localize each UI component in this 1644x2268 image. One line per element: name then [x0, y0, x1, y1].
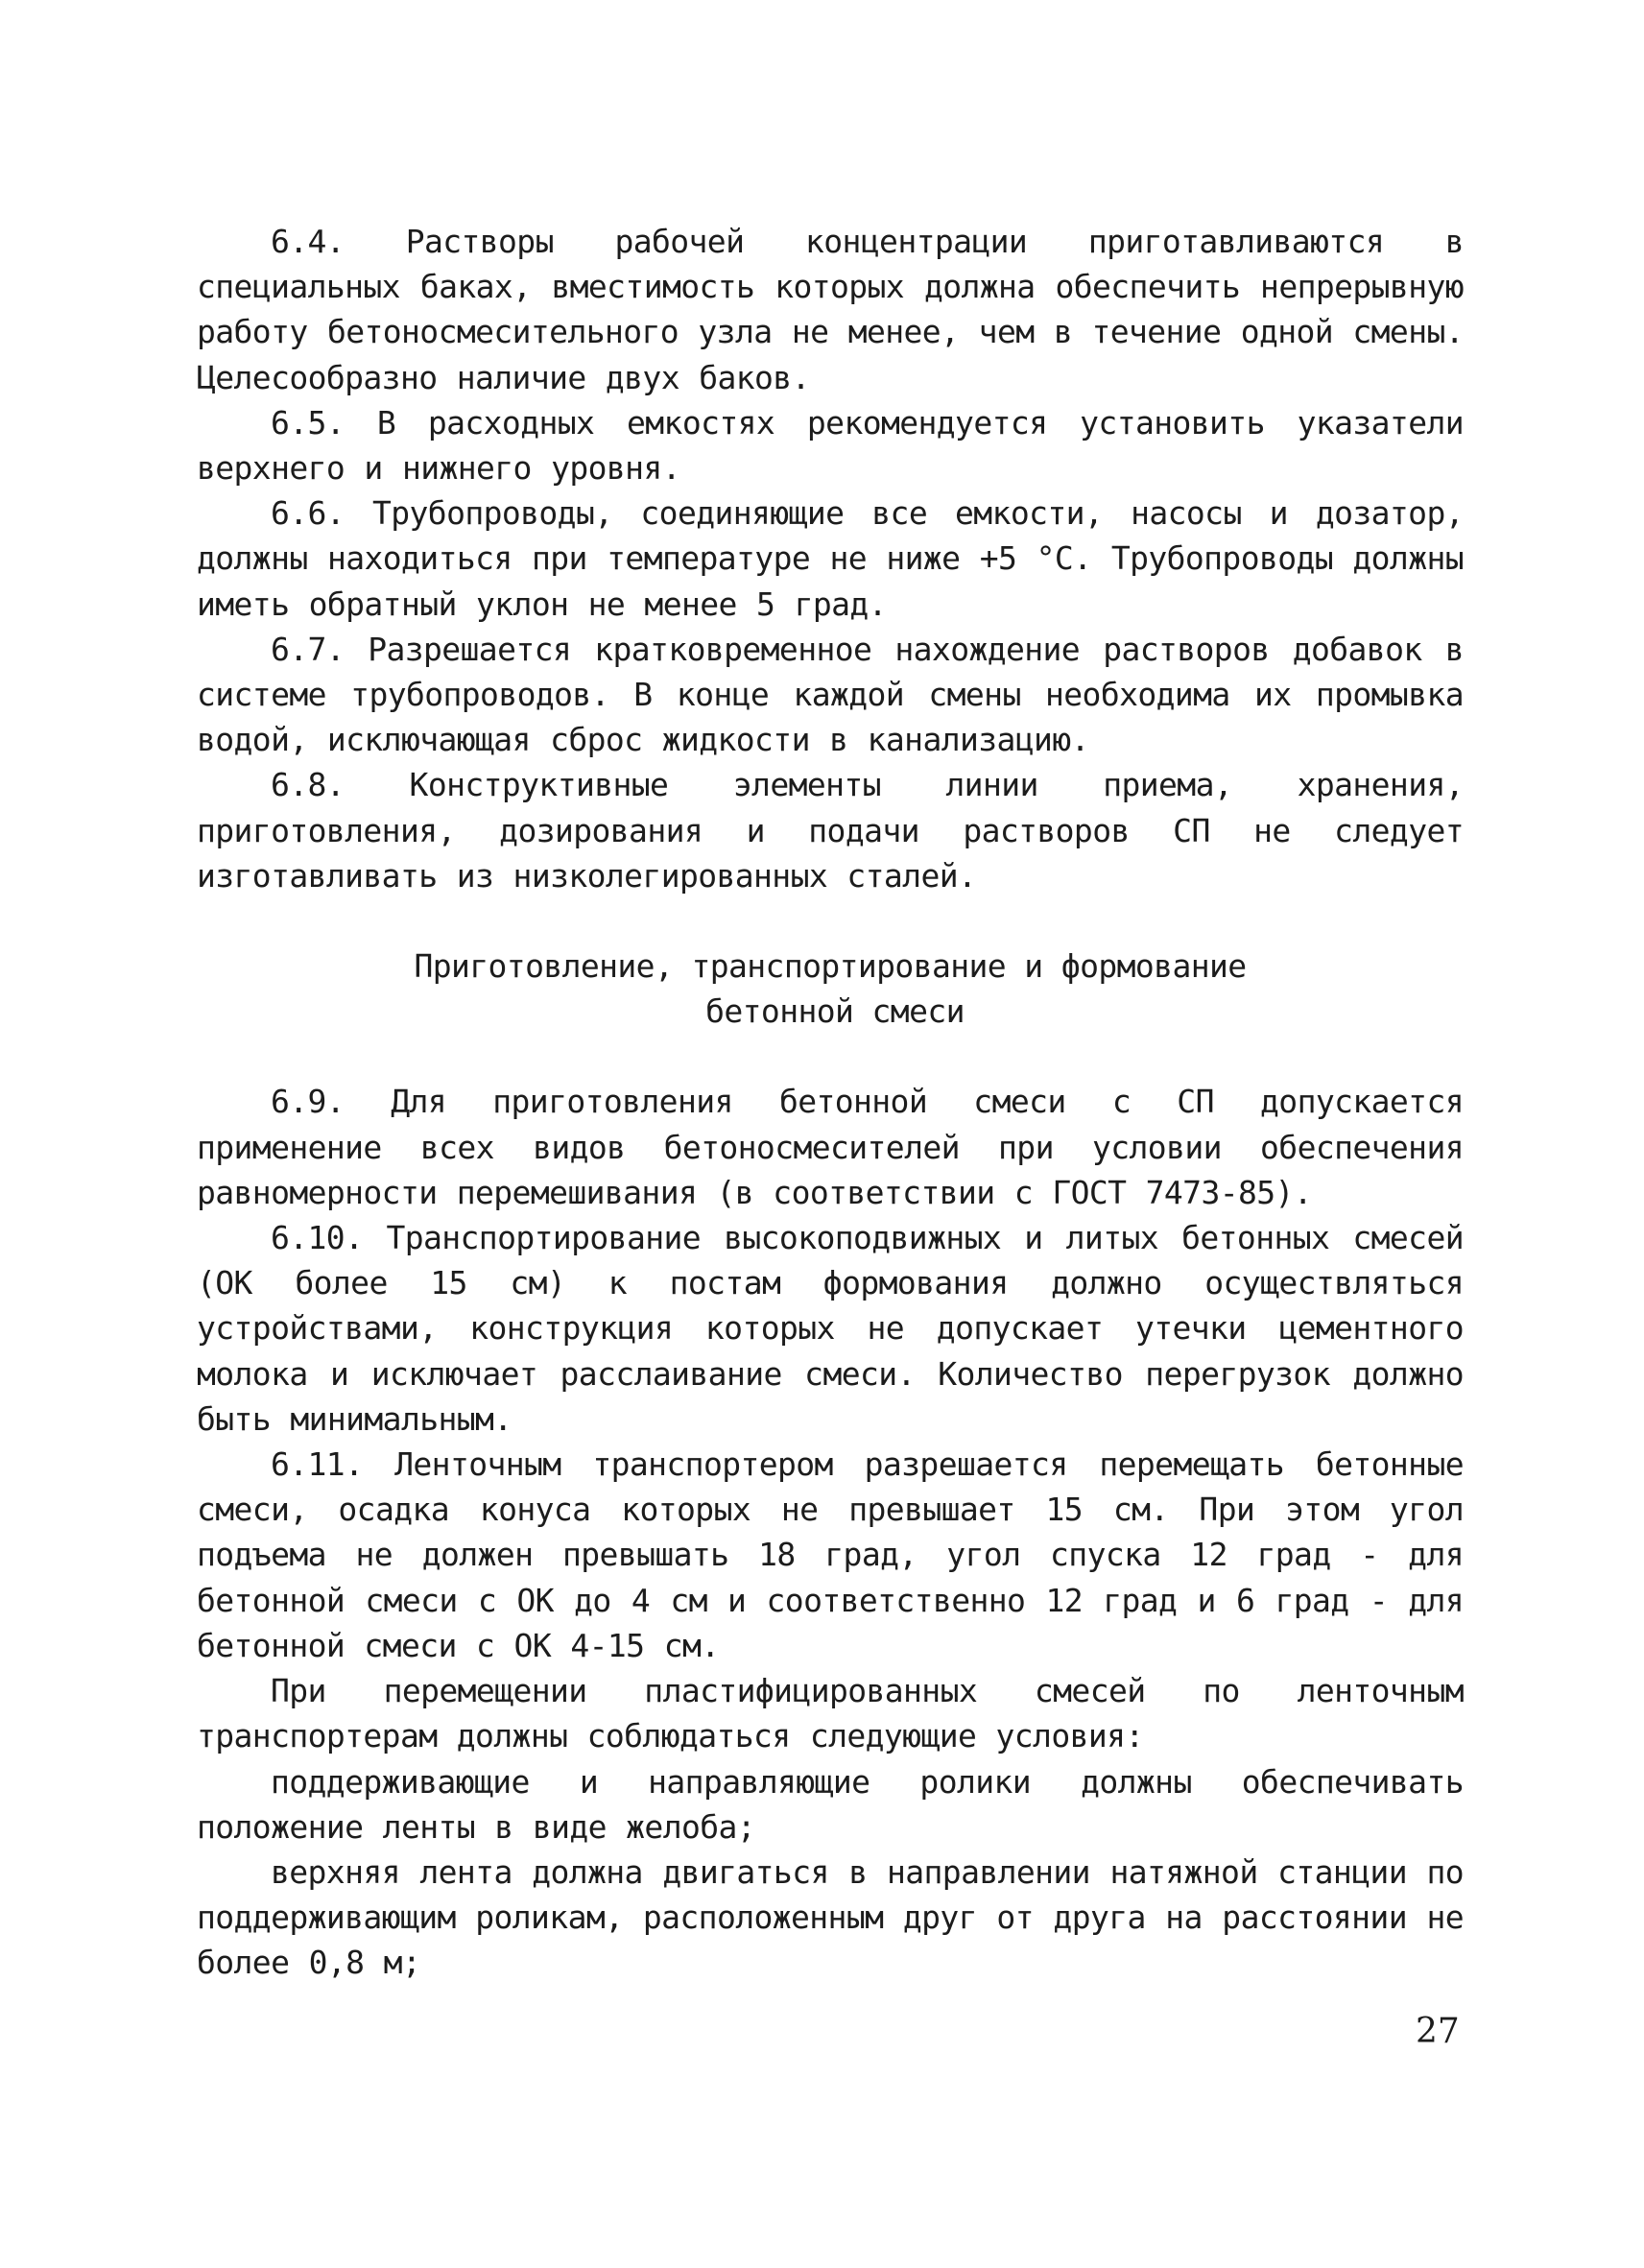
document-body [197, 219, 1464, 1986]
paragraph-6-5: 6.5. В расходных емкостях рекомендуется установить указатели верхнего и нижнего уровня. [197, 403, 1464, 488]
paragraph-6-7: 6.7. Разрешается кратковременное нахождение растворов добавок в системе трубопроводов. В конце каждой смены необходима их промывка водой, исключающая сброс жидкости в канализацию. [197, 630, 1464, 759]
page-number: 27 [1416, 2012, 1460, 2051]
paragraph-6-9: 6.9. Для приготовления бетонной смеси с СП допускается применение всех видов бетоносмесителей при условии обеспечения равномерности перемешивания (в соответствии с ГОСТ 7473-85). [197, 1083, 1464, 1211]
paragraph-6-8: 6.8. Конструктивные элементы линии приема, хранения, приготовления, дозирования и подачи растворов СП не следует изготавливать из низколегированных сталей. [197, 766, 1464, 895]
paragraph-6-11: 6.11. Ленточным транспортером разрешается перемещать бетонные смеси, осадка конуса которых не превышает 15 см. При этом угол подъема не должен превышать 18 град, угол спуска 12 град - для бетонной смеси с ОК до 4 см и соответственно 12 град и 6 град - для бетонной смеси с ОК 4-15 см. [197, 1445, 1464, 1664]
paragraph-upper-belt-condition: верхняя лента должна двигаться в направлении натяжной станции по поддерживающим роликам, расположенным друг от друга на расстоянии не более 0,8 м; [197, 1852, 1464, 1982]
paragraph-conveyor-conditions: При перемещении пластифицированных смесей по ленточным транспортерам должны соблюдаться следующие условия: [197, 1672, 1464, 1755]
paragraph-6-10: 6.10. Транспортирование высокоподвижных и литых бетонных смесей (ОК более 15 см) к постам формования должно осуществляться устройствами, конструкция которых не допускает утечки цементного молока и исключает расслаивание смеси. Количество перегрузок должно быть минимальным. [197, 1219, 1464, 1438]
section-heading-line-2: бетонной смеси [705, 992, 965, 1031]
paragraph-6-4: 6.4. Растворы рабочей концентрации приготавливаются в специальных баках, вместимость которых должна обеспечить непрерывную работу бетоносмесительного узла не менее, чем в течение одной смены. Целесообразно наличие двух баков. [197, 223, 1464, 396]
paragraph-6-6: 6.6. Трубопроводы, соединяющие все емкости, насосы и дозатор, должны находиться при температуре не ниже +5 °С. Трубопроводы должны иметь обратный уклон не менее 5 град. [197, 494, 1464, 623]
section-heading-line-1: Приготовление, транспортирование и формование [414, 947, 1247, 986]
paragraph-rollers-condition: поддерживающие и направляющие ролики должны обеспечивать положение ленты в виде желоба; [197, 1762, 1464, 1846]
section-heading [197, 943, 1464, 1034]
